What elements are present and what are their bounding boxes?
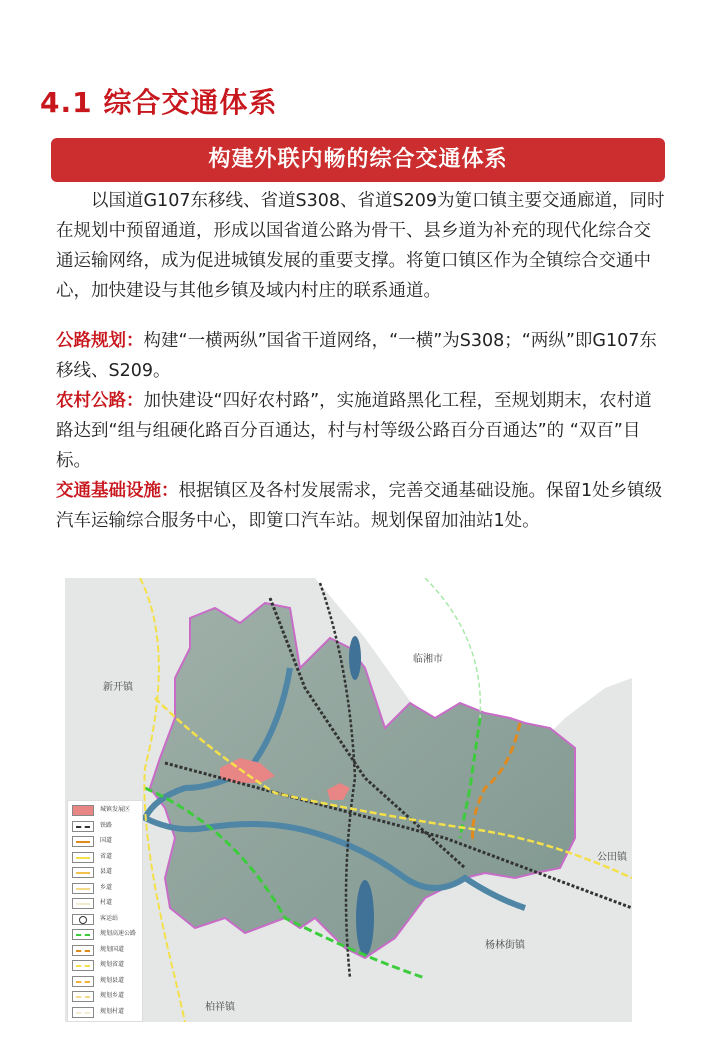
legend-line-icon [76, 1012, 90, 1014]
legend-label: 省道 [100, 852, 113, 860]
reservoir [349, 636, 361, 680]
legend-label: 铁路 [100, 821, 113, 829]
policy-item-text: 根据镇区及各村发展需求，完善交通基础设施。保留1处乡镇级汽车运输综合服务中心，即筻口汽车站。规划保留加油站1处。 [56, 481, 663, 531]
map-graphic [65, 578, 632, 1022]
legend-line-icon [76, 996, 90, 998]
legend-line-icon [76, 888, 90, 890]
legend-swatch [72, 929, 94, 940]
policy-items [56, 326, 666, 536]
intro-paragraph: 以国道G107东移线、省道S308、省道S209为筻口镇主要交通廊道，同时在规划中预留通道，形成以国省道公路为骨干、县乡道为补充的现代化综合交通运输网络，成为促进城镇发展的重要支撑。将筻口镇区作为全镇综合交通中心，加快建设与其他乡镇及域内村庄的联系通道。 [56, 191, 665, 301]
legend-swatch [72, 867, 94, 878]
reservoir [356, 880, 374, 956]
legend-swatch [72, 1007, 94, 1018]
policy-item-text: 加快建设“四好农村路”，实施道路黑化工程，至规划期末，农村道路达到“组与组硬化路百分百通达，村与村等级公路百分百通达”的 “双百”目标。 [56, 391, 652, 471]
legend-line-icon [76, 826, 90, 828]
legend-item [72, 960, 142, 972]
legend-line-icon [76, 965, 90, 967]
legend-swatch [72, 991, 94, 1002]
legend-label: 村道 [100, 899, 113, 906]
policy-item-infrastructure [56, 476, 666, 536]
legend-line-icon [76, 872, 90, 874]
legend-label: 城镇发展区 [100, 806, 131, 813]
policy-item-road-planning [56, 326, 666, 386]
legend-swatch [72, 976, 94, 987]
legend-item [72, 976, 142, 988]
legend-swatch [72, 883, 94, 894]
transport-map [65, 578, 632, 1022]
legend-swatch [72, 836, 94, 847]
policy-item-label: 交通基础设施： [56, 481, 179, 501]
legend-swatch [72, 821, 94, 832]
legend-swatch [72, 852, 94, 863]
legend-label: 规划村道 [100, 1007, 125, 1015]
legend-item [72, 929, 142, 941]
legend-line-icon [76, 981, 90, 983]
legend-item [72, 867, 142, 879]
legend-item [72, 914, 142, 926]
legend-item [72, 1007, 142, 1019]
policy-item-label: 农村公路： [56, 391, 144, 411]
legend-label: 规划高速公路 [100, 930, 137, 937]
map-place-label: 临湘市 [413, 654, 443, 665]
section-banner: 构建外联内畅的综合交通体系 [51, 138, 665, 182]
legend-label: 乡道 [100, 883, 113, 891]
legend-item [72, 821, 142, 833]
section-title: 4.1 综合交通体系 [40, 86, 278, 119]
legend-swatch [72, 805, 94, 816]
map-place-label: 新开镇 [103, 682, 133, 693]
map-place-label: 杨林街镇 [485, 940, 525, 951]
legend-item [72, 991, 142, 1003]
legend-swatch [72, 898, 94, 909]
bus-station-icon [79, 916, 87, 924]
legend-item [72, 898, 142, 910]
legend-swatch [72, 945, 94, 956]
legend-item [72, 805, 142, 817]
legend-item [72, 852, 142, 864]
legend-swatch [72, 960, 94, 971]
legend-label: 客运站 [100, 914, 119, 922]
map-legend [67, 800, 143, 1022]
policy-item-rural-roads [56, 386, 666, 476]
legend-line-icon [76, 857, 90, 859]
legend-line-icon [76, 903, 90, 905]
legend-label: 规划省道 [100, 961, 125, 968]
map-place-label: 公田镇 [597, 852, 627, 863]
legend-item [72, 883, 142, 895]
policy-item-text: 构建“一横两纵”国省干道网络，“一横”为S308；“两纵”即G107东移线、S209。 [56, 331, 657, 381]
legend-swatch [72, 914, 94, 925]
legend-line-icon [76, 841, 90, 843]
legend-label: 规划县道 [100, 976, 125, 984]
policy-item-label: 公路规划： [56, 331, 144, 351]
legend-item [72, 836, 142, 848]
legend-line-icon [76, 950, 90, 952]
legend-label: 规划国道 [100, 945, 125, 953]
legend-item [72, 945, 142, 957]
legend-label: 规划乡道 [100, 992, 125, 999]
map-place-label: 柏祥镇 [205, 1002, 235, 1013]
legend-line-icon [76, 934, 90, 936]
legend-label: 县道 [100, 868, 113, 875]
legend-label: 国道 [100, 837, 113, 844]
